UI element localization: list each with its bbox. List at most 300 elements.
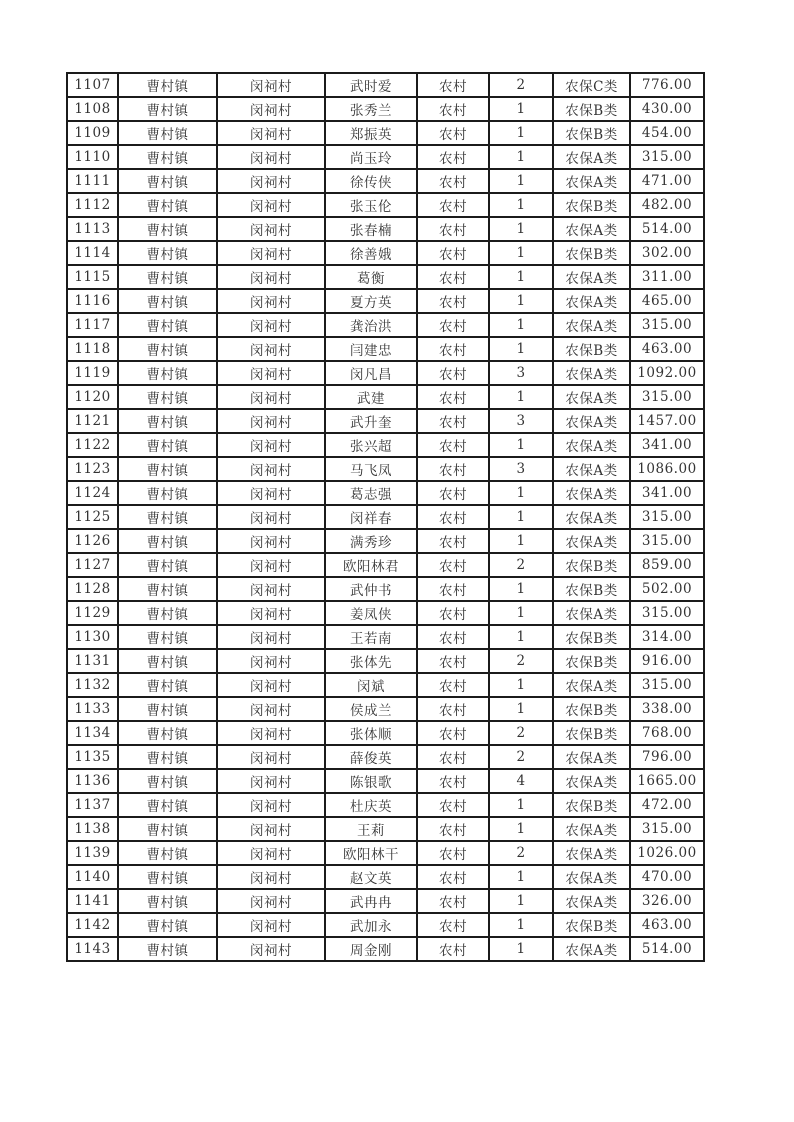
person-count-cell: 1: [489, 529, 553, 553]
table-row: [67, 385, 704, 409]
table-row: [67, 697, 704, 721]
town-cell: 曹村镇: [118, 289, 217, 313]
person-count-cell: 1: [489, 913, 553, 937]
person-name-cell: 张兴超: [325, 433, 417, 457]
row-number-cell: 1119: [67, 361, 118, 385]
amount-cell: 776.00: [630, 73, 704, 97]
amount-cell: 463.00: [630, 337, 704, 361]
residence-type-cell: 农村: [417, 913, 489, 937]
person-name-cell: 葛衡: [325, 265, 417, 289]
residence-type-cell: 农村: [417, 121, 489, 145]
person-count-cell: 2: [489, 745, 553, 769]
village-cell: 闵祠村: [217, 313, 325, 337]
row-number-cell: 1136: [67, 769, 118, 793]
table-row: [67, 841, 704, 865]
person-name-cell: 武时爱: [325, 73, 417, 97]
amount-cell: 916.00: [630, 649, 704, 673]
table-row: [67, 265, 704, 289]
insurance-category-cell: 农保B类: [553, 793, 630, 817]
person-count-cell: 1: [489, 217, 553, 241]
village-cell: 闵祠村: [217, 73, 325, 97]
person-count-cell: 1: [489, 121, 553, 145]
person-count-cell: 1: [489, 289, 553, 313]
town-cell: 曹村镇: [118, 817, 217, 841]
village-cell: 闵祠村: [217, 337, 325, 361]
village-cell: 闵祠村: [217, 505, 325, 529]
person-name-cell: 欧阳林君: [325, 553, 417, 577]
table-row: [67, 97, 704, 121]
residence-type-cell: 农村: [417, 601, 489, 625]
person-count-cell: 1: [489, 865, 553, 889]
benefit-roster-table: [66, 72, 705, 962]
person-name-cell: 徐善娥: [325, 241, 417, 265]
town-cell: 曹村镇: [118, 121, 217, 145]
town-cell: 曹村镇: [118, 169, 217, 193]
insurance-category-cell: 农保A类: [553, 673, 630, 697]
table-row: [67, 745, 704, 769]
residence-type-cell: 农村: [417, 745, 489, 769]
table-row: [67, 577, 704, 601]
residence-type-cell: 农村: [417, 457, 489, 481]
person-name-cell: 王若南: [325, 625, 417, 649]
row-number-cell: 1143: [67, 937, 118, 961]
person-name-cell: 郑振英: [325, 121, 417, 145]
insurance-category-cell: 农保A类: [553, 745, 630, 769]
amount-cell: 472.00: [630, 793, 704, 817]
row-number-cell: 1115: [67, 265, 118, 289]
town-cell: 曹村镇: [118, 193, 217, 217]
village-cell: 闵祠村: [217, 721, 325, 745]
residence-type-cell: 农村: [417, 337, 489, 361]
amount-cell: 302.00: [630, 241, 704, 265]
village-cell: 闵祠村: [217, 601, 325, 625]
village-cell: 闵祠村: [217, 865, 325, 889]
table-row: [67, 481, 704, 505]
town-cell: 曹村镇: [118, 769, 217, 793]
person-name-cell: 龚治洪: [325, 313, 417, 337]
table-row: [67, 409, 704, 433]
insurance-category-cell: 农保A类: [553, 169, 630, 193]
insurance-category-cell: 农保B类: [553, 193, 630, 217]
person-name-cell: 满秀珍: [325, 529, 417, 553]
person-name-cell: 张体先: [325, 649, 417, 673]
amount-cell: 1086.00: [630, 457, 704, 481]
table-row: [67, 817, 704, 841]
residence-type-cell: 农村: [417, 265, 489, 289]
amount-cell: 471.00: [630, 169, 704, 193]
table-row: [67, 337, 704, 361]
residence-type-cell: 农村: [417, 289, 489, 313]
town-cell: 曹村镇: [118, 721, 217, 745]
town-cell: 曹村镇: [118, 241, 217, 265]
table-row: [67, 145, 704, 169]
amount-cell: 859.00: [630, 553, 704, 577]
person-name-cell: 闵祥春: [325, 505, 417, 529]
amount-cell: 430.00: [630, 97, 704, 121]
table-body: [67, 73, 704, 961]
insurance-category-cell: 农保A类: [553, 601, 630, 625]
village-cell: 闵祠村: [217, 817, 325, 841]
amount-cell: 341.00: [630, 433, 704, 457]
person-count-cell: 2: [489, 841, 553, 865]
amount-cell: 338.00: [630, 697, 704, 721]
amount-cell: 502.00: [630, 577, 704, 601]
person-count-cell: 2: [489, 73, 553, 97]
village-cell: 闵祠村: [217, 673, 325, 697]
row-number-cell: 1110: [67, 145, 118, 169]
table-row: [67, 529, 704, 553]
insurance-category-cell: 农保A类: [553, 817, 630, 841]
town-cell: 曹村镇: [118, 145, 217, 169]
row-number-cell: 1141: [67, 889, 118, 913]
residence-type-cell: 农村: [417, 505, 489, 529]
amount-cell: 315.00: [630, 673, 704, 697]
town-cell: 曹村镇: [118, 409, 217, 433]
insurance-category-cell: 农保A类: [553, 529, 630, 553]
table-row: [67, 313, 704, 337]
residence-type-cell: 农村: [417, 769, 489, 793]
table-row: [67, 625, 704, 649]
town-cell: 曹村镇: [118, 889, 217, 913]
person-count-cell: 3: [489, 361, 553, 385]
row-number-cell: 1112: [67, 193, 118, 217]
person-name-cell: 张玉伦: [325, 193, 417, 217]
residence-type-cell: 农村: [417, 553, 489, 577]
residence-type-cell: 农村: [417, 433, 489, 457]
residence-type-cell: 农村: [417, 577, 489, 601]
table-row: [67, 913, 704, 937]
person-count-cell: 1: [489, 937, 553, 961]
residence-type-cell: 农村: [417, 889, 489, 913]
insurance-category-cell: 农保A类: [553, 313, 630, 337]
insurance-category-cell: 农保A类: [553, 265, 630, 289]
village-cell: 闵祠村: [217, 937, 325, 961]
table-row: [67, 721, 704, 745]
residence-type-cell: 农村: [417, 721, 489, 745]
row-number-cell: 1108: [67, 97, 118, 121]
person-name-cell: 武仲书: [325, 577, 417, 601]
village-cell: 闵祠村: [217, 433, 325, 457]
person-name-cell: 武建: [325, 385, 417, 409]
row-number-cell: 1113: [67, 217, 118, 241]
insurance-category-cell: 农保B类: [553, 577, 630, 601]
person-name-cell: 赵文英: [325, 865, 417, 889]
town-cell: 曹村镇: [118, 793, 217, 817]
person-count-cell: 1: [489, 433, 553, 457]
residence-type-cell: 农村: [417, 937, 489, 961]
person-count-cell: 1: [489, 385, 553, 409]
village-cell: 闵祠村: [217, 553, 325, 577]
person-name-cell: 陈银歌: [325, 769, 417, 793]
town-cell: 曹村镇: [118, 217, 217, 241]
village-cell: 闵祠村: [217, 97, 325, 121]
amount-cell: 454.00: [630, 121, 704, 145]
amount-cell: 482.00: [630, 193, 704, 217]
town-cell: 曹村镇: [118, 697, 217, 721]
residence-type-cell: 农村: [417, 865, 489, 889]
village-cell: 闵祠村: [217, 913, 325, 937]
village-cell: 闵祠村: [217, 649, 325, 673]
person-count-cell: 2: [489, 721, 553, 745]
row-number-cell: 1117: [67, 313, 118, 337]
town-cell: 曹村镇: [118, 553, 217, 577]
insurance-category-cell: 农保B类: [553, 121, 630, 145]
insurance-category-cell: 农保A类: [553, 433, 630, 457]
row-number-cell: 1127: [67, 553, 118, 577]
person-count-cell: 1: [489, 817, 553, 841]
row-number-cell: 1135: [67, 745, 118, 769]
residence-type-cell: 农村: [417, 97, 489, 121]
amount-cell: 315.00: [630, 145, 704, 169]
row-number-cell: 1129: [67, 601, 118, 625]
row-number-cell: 1139: [67, 841, 118, 865]
person-count-cell: 1: [489, 577, 553, 601]
village-cell: 闵祠村: [217, 193, 325, 217]
row-number-cell: 1125: [67, 505, 118, 529]
row-number-cell: 1122: [67, 433, 118, 457]
row-number-cell: 1111: [67, 169, 118, 193]
person-name-cell: 武加永: [325, 913, 417, 937]
table-row: [67, 649, 704, 673]
person-name-cell: 张体顺: [325, 721, 417, 745]
residence-type-cell: 农村: [417, 73, 489, 97]
residence-type-cell: 农村: [417, 625, 489, 649]
residence-type-cell: 农村: [417, 673, 489, 697]
town-cell: 曹村镇: [118, 457, 217, 481]
person-name-cell: 欧阳林干: [325, 841, 417, 865]
insurance-category-cell: 农保B类: [553, 913, 630, 937]
residence-type-cell: 农村: [417, 697, 489, 721]
village-cell: 闵祠村: [217, 457, 325, 481]
insurance-category-cell: 农保A类: [553, 505, 630, 529]
amount-cell: 315.00: [630, 505, 704, 529]
town-cell: 曹村镇: [118, 865, 217, 889]
insurance-category-cell: 农保B类: [553, 721, 630, 745]
residence-type-cell: 农村: [417, 529, 489, 553]
town-cell: 曹村镇: [118, 337, 217, 361]
residence-type-cell: 农村: [417, 481, 489, 505]
village-cell: 闵祠村: [217, 145, 325, 169]
insurance-category-cell: 农保B类: [553, 241, 630, 265]
row-number-cell: 1107: [67, 73, 118, 97]
town-cell: 曹村镇: [118, 481, 217, 505]
person-name-cell: 徐传侠: [325, 169, 417, 193]
row-number-cell: 1128: [67, 577, 118, 601]
table-row: [67, 601, 704, 625]
person-count-cell: 1: [489, 889, 553, 913]
row-number-cell: 1131: [67, 649, 118, 673]
table-row: [67, 241, 704, 265]
person-name-cell: 张春楠: [325, 217, 417, 241]
insurance-category-cell: 农保A类: [553, 385, 630, 409]
person-name-cell: 周金刚: [325, 937, 417, 961]
amount-cell: 314.00: [630, 625, 704, 649]
town-cell: 曹村镇: [118, 841, 217, 865]
insurance-category-cell: 农保A类: [553, 217, 630, 241]
amount-cell: 315.00: [630, 313, 704, 337]
village-cell: 闵祠村: [217, 481, 325, 505]
table-row: [67, 865, 704, 889]
person-count-cell: 1: [489, 241, 553, 265]
person-count-cell: 3: [489, 457, 553, 481]
amount-cell: 463.00: [630, 913, 704, 937]
village-cell: 闵祠村: [217, 745, 325, 769]
amount-cell: 1092.00: [630, 361, 704, 385]
residence-type-cell: 农村: [417, 361, 489, 385]
town-cell: 曹村镇: [118, 577, 217, 601]
village-cell: 闵祠村: [217, 529, 325, 553]
table-row: [67, 289, 704, 313]
person-count-cell: 1: [489, 697, 553, 721]
village-cell: 闵祠村: [217, 625, 325, 649]
residence-type-cell: 农村: [417, 241, 489, 265]
person-count-cell: 1: [489, 193, 553, 217]
person-name-cell: 杜庆英: [325, 793, 417, 817]
insurance-category-cell: 农保A类: [553, 889, 630, 913]
person-name-cell: 张秀兰: [325, 97, 417, 121]
row-number-cell: 1134: [67, 721, 118, 745]
amount-cell: 465.00: [630, 289, 704, 313]
insurance-category-cell: 农保A类: [553, 865, 630, 889]
insurance-category-cell: 农保C类: [553, 73, 630, 97]
person-name-cell: 葛志强: [325, 481, 417, 505]
person-count-cell: 1: [489, 337, 553, 361]
village-cell: 闵祠村: [217, 289, 325, 313]
residence-type-cell: 农村: [417, 169, 489, 193]
row-number-cell: 1132: [67, 673, 118, 697]
row-number-cell: 1116: [67, 289, 118, 313]
person-count-cell: 1: [489, 505, 553, 529]
town-cell: 曹村镇: [118, 649, 217, 673]
table-row: [67, 457, 704, 481]
person-count-cell: 1: [489, 793, 553, 817]
town-cell: 曹村镇: [118, 505, 217, 529]
person-name-cell: 闫建忠: [325, 337, 417, 361]
row-number-cell: 1109: [67, 121, 118, 145]
table-row: [67, 169, 704, 193]
village-cell: 闵祠村: [217, 841, 325, 865]
amount-cell: 341.00: [630, 481, 704, 505]
person-count-cell: 1: [489, 145, 553, 169]
amount-cell: 470.00: [630, 865, 704, 889]
person-name-cell: 夏方英: [325, 289, 417, 313]
residence-type-cell: 农村: [417, 193, 489, 217]
village-cell: 闵祠村: [217, 169, 325, 193]
amount-cell: 1457.00: [630, 409, 704, 433]
residence-type-cell: 农村: [417, 409, 489, 433]
town-cell: 曹村镇: [118, 433, 217, 457]
row-number-cell: 1130: [67, 625, 118, 649]
row-number-cell: 1133: [67, 697, 118, 721]
row-number-cell: 1126: [67, 529, 118, 553]
amount-cell: 326.00: [630, 889, 704, 913]
person-name-cell: 闵斌: [325, 673, 417, 697]
insurance-category-cell: 农保B类: [553, 337, 630, 361]
person-count-cell: 1: [489, 673, 553, 697]
town-cell: 曹村镇: [118, 73, 217, 97]
residence-type-cell: 农村: [417, 217, 489, 241]
town-cell: 曹村镇: [118, 913, 217, 937]
insurance-category-cell: 农保A类: [553, 289, 630, 313]
insurance-category-cell: 农保B类: [553, 625, 630, 649]
person-count-cell: 4: [489, 769, 553, 793]
insurance-category-cell: 农保B类: [553, 553, 630, 577]
town-cell: 曹村镇: [118, 361, 217, 385]
row-number-cell: 1140: [67, 865, 118, 889]
village-cell: 闵祠村: [217, 769, 325, 793]
amount-cell: 1665.00: [630, 769, 704, 793]
town-cell: 曹村镇: [118, 313, 217, 337]
insurance-category-cell: 农保A类: [553, 361, 630, 385]
person-name-cell: 尚玉玲: [325, 145, 417, 169]
person-name-cell: 姜凤侠: [325, 601, 417, 625]
person-count-cell: 1: [489, 601, 553, 625]
village-cell: 闵祠村: [217, 889, 325, 913]
table-row: [67, 937, 704, 961]
table-row: [67, 505, 704, 529]
residence-type-cell: 农村: [417, 817, 489, 841]
person-name-cell: 马飞凤: [325, 457, 417, 481]
insurance-category-cell: 农保A类: [553, 937, 630, 961]
amount-cell: 1026.00: [630, 841, 704, 865]
insurance-category-cell: 农保A类: [553, 841, 630, 865]
residence-type-cell: 农村: [417, 793, 489, 817]
village-cell: 闵祠村: [217, 121, 325, 145]
town-cell: 曹村镇: [118, 601, 217, 625]
insurance-category-cell: 农保B类: [553, 697, 630, 721]
person-name-cell: 王莉: [325, 817, 417, 841]
person-count-cell: 1: [489, 625, 553, 649]
village-cell: 闵祠村: [217, 409, 325, 433]
town-cell: 曹村镇: [118, 937, 217, 961]
person-name-cell: 闵凡昌: [325, 361, 417, 385]
table-row: [67, 217, 704, 241]
table-row: [67, 793, 704, 817]
table-row: [67, 769, 704, 793]
table-row: [67, 361, 704, 385]
insurance-category-cell: 农保A类: [553, 769, 630, 793]
person-count-cell: 1: [489, 481, 553, 505]
person-count-cell: 1: [489, 97, 553, 121]
village-cell: 闵祠村: [217, 385, 325, 409]
town-cell: 曹村镇: [118, 745, 217, 769]
person-count-cell: 2: [489, 553, 553, 577]
amount-cell: 514.00: [630, 217, 704, 241]
row-number-cell: 1121: [67, 409, 118, 433]
village-cell: 闵祠村: [217, 241, 325, 265]
person-name-cell: 薛俊英: [325, 745, 417, 769]
insurance-category-cell: 农保A类: [553, 481, 630, 505]
person-name-cell: 侯成兰: [325, 697, 417, 721]
village-cell: 闵祠村: [217, 217, 325, 241]
row-number-cell: 1142: [67, 913, 118, 937]
person-count-cell: 1: [489, 313, 553, 337]
amount-cell: 315.00: [630, 601, 704, 625]
row-number-cell: 1114: [67, 241, 118, 265]
row-number-cell: 1138: [67, 817, 118, 841]
town-cell: 曹村镇: [118, 265, 217, 289]
insurance-category-cell: 农保B类: [553, 649, 630, 673]
row-number-cell: 1124: [67, 481, 118, 505]
person-count-cell: 1: [489, 169, 553, 193]
village-cell: 闵祠村: [217, 361, 325, 385]
amount-cell: 315.00: [630, 817, 704, 841]
residence-type-cell: 农村: [417, 385, 489, 409]
table-row: [67, 889, 704, 913]
amount-cell: 768.00: [630, 721, 704, 745]
amount-cell: 311.00: [630, 265, 704, 289]
town-cell: 曹村镇: [118, 673, 217, 697]
